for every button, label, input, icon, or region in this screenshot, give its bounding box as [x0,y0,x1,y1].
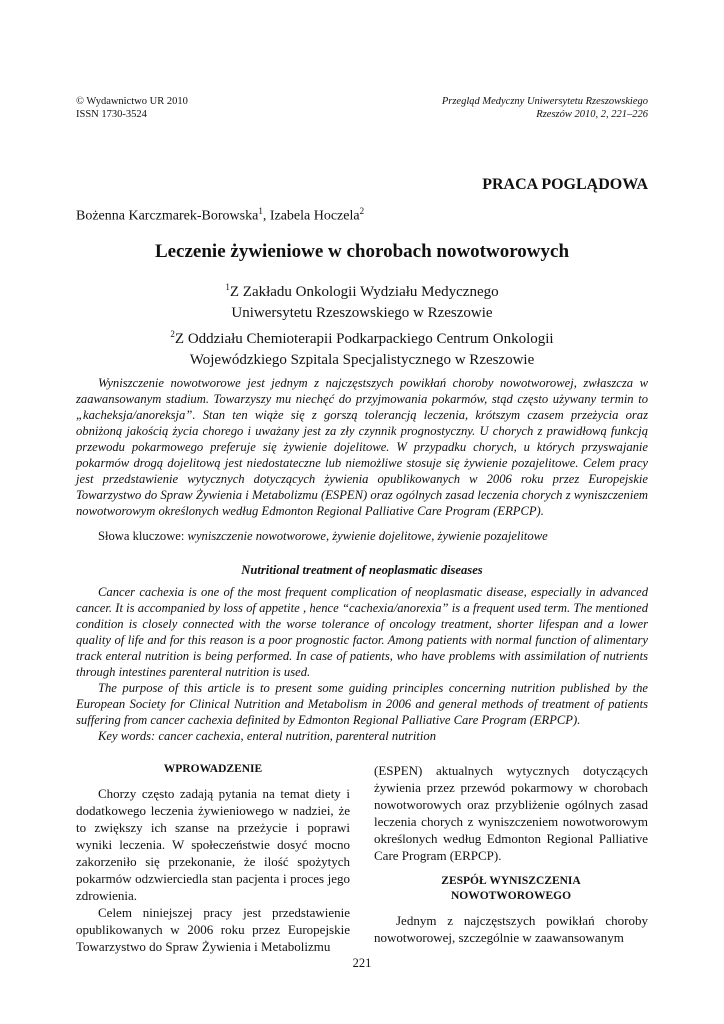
affiliation-line: Uniwersytetu Rzeszowskiego w Rzeszowie [231,305,493,321]
header-right [442,95,648,121]
article-title: Leczenie żywieniowe w chorobach nowotworowych [154,241,570,262]
abstract-polish [76,375,648,519]
page-number: 221 [352,956,372,970]
affiliation-line: Wojewódzkiego Szpitala Specjalistycznego w Rzeszowie [189,352,535,368]
section-heading: ZESPÓŁ WYNISZCZENIA NOWOTWOROWEGO [441,875,581,902]
body-paragraph: Jednym z najczęstszych powikłań choroby nowotworowej, szczególnie w zaawansowanym [374,913,648,945]
authors-line [76,206,364,225]
journal-name: Przegląd Medyczny Uniwersytetu Rzeszowskiego [441,96,648,107]
affil-sup: 2 [170,329,175,339]
author-separator: , [262,208,270,224]
keywords-english: Key words: cancer cachexia, enteral nutrition, parenteral nutrition [98,729,436,743]
keywords-label: Słowa kluczowe: [98,529,188,543]
affiliations [76,277,648,371]
affiliation-line: $^2$Z Oddziału Chemioterapii Podkarpackiego Centrum Onkologii [170,329,554,347]
affil-sup: 1 [225,282,230,292]
article-type: PRACA POGLĄDOWA [482,176,648,193]
keywords-text: wyniszczenie nowotworowe, żywienie dojelitowe, żywienie pozajelitowe [187,529,548,543]
abstract-paragraph: Wyniszczenie nowotworowe jest jednym z najczęstszych powikłań choroby nowotworowej, zwłaszcza w zaawansowanym stadium. Towarzyszy mu niechęć do przyjmowania pokarmów, stąd często używany termin to „kacheksja/anoreksja”. Stan ten wiąże się z gorszą tolerancją leczenia, krótszym czasem przeżycia oraz obniżoną jakością życia chorego i uważany jest za zły czynnik prognostyczny. U chorych z prawidłową funkcją przewodu pokarmowego preferuje się żywienie dojelitowe. W przypadku chorych, u których przyswajanie pokarmów drogą dojelitową jest niedostateczne lub niemożliwe stosuje się żywienie pozajelitowe. Celem pracy jest przedstawienie wytycznych dotyczących żywienia opublikowanych w 2006 roku przez Europejskie Towarzystwo do Spraw Żywienia i Metabolizmu (ESPEN) oraz ogólnych zasad leczenia chorych z wyniszczeniem nowotworowym określonych według Edmonton Regional Palliative Care Program (ERPCP). [76,376,648,518]
section-heading: WPROWADZENIE [163,763,263,775]
keywords-polish [76,528,648,544]
body-paragraph: Chorzy często zadają pytania na temat diety i dodatkowego leczenia żywieniowego w nadziei, że to zwiększy ich szanse na przeżycie i poprawi wyniki leczenia. W społeczeństwie dosyć mocno zakorzeniło się przekonanie, że ilość spożytych pokarmów odzwierciedla stan pacjenta i proces jego zdrowienia. [76,786,350,903]
author-name: Bożenna Karczmarek-Borowska [76,208,259,224]
abstract-paragraph: The purpose of this article is to present some guiding principles concerning nutrition published by the European Society for Clinical Nutrition and Metabolism in 2006 and general methods of treatment of patients suffering from cancer cachexia definited by Edmonton Regional Palliative Care Program (ERPCP). [76,681,648,727]
abstract-paragraph: Cancer cachexia is one of the most frequent complication of neoplasmatic disease, especially in advanced cancer. It is accompanied by loss of appetite , hence “cachexia/anorexia” is a frequent used term. The mentioned condition is closely connected with the worse tolerance of oncology treatment, shorter lifespan and a lower quality of life and for this reason is a poor prognostic factor. Among patients with normal function of alimentary track enteral nutrition is being performed. In case of patients, who have problems with assimilation of nutrients through intestines parenteral nutrition is used. [76,585,648,679]
abstract-english [76,584,648,744]
author-affil-sup: 2 [359,206,365,216]
author-name: Izabela Hoczela [269,208,360,224]
issue-info: Rzeszów 2010, 2, 221–226 [536,109,648,120]
body-column-left [76,762,350,955]
english-title: Nutritional treatment of neoplasmatic diseases [241,563,483,577]
publisher-line: © Wydawnictwo UR 2010 [76,96,188,107]
body-paragraph: (ESPEN) aktualnych wytycznych dotyczących żywienia przez przewód pokarmowy w chorobach nowotworowych oraz przybliżenie ogólnych zasad leczenia chorych z wyniszczeniem nowotworowym określonych według Edmonton Regional Palliative Care Program (ERPCP). [374,763,648,863]
body-paragraph: Celem niniejszej pracy jest przedstawienie opublikowanych w 2006 roku przez Europejskie Towarzystwo do Spraw Żywienia i Metabolizmu [76,905,350,954]
author-affil-sup: 1 [258,206,263,216]
issn-line: ISSN 1730-3524 [76,109,147,120]
header-left [76,95,188,121]
body-column-right [374,762,648,946]
affiliation-line: $^1$Z Zakładu Onkologii Wydziału Medycznego [225,282,499,300]
